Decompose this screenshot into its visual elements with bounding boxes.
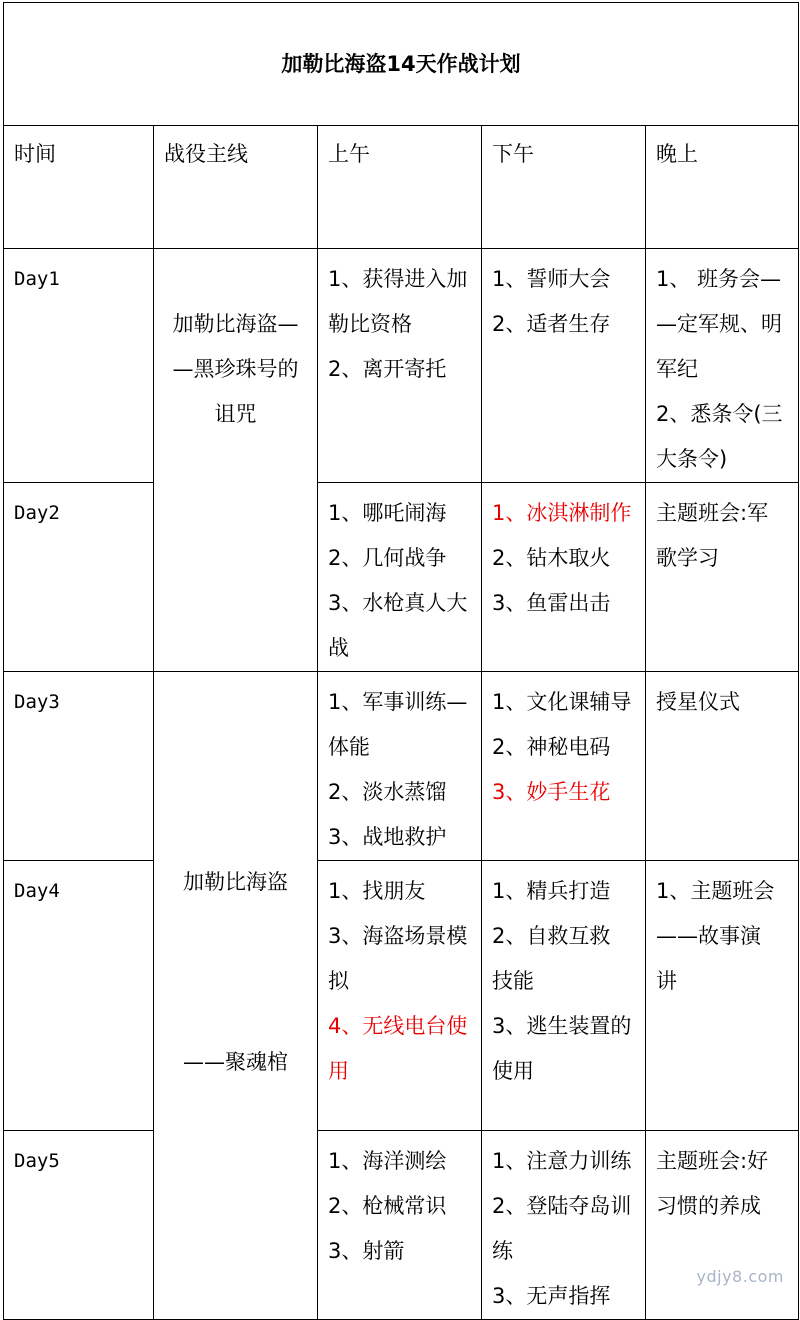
evening-cell (646, 249, 799, 483)
activity: 2、神秘电码 (492, 735, 611, 759)
activity: 3、鱼雷出击 (492, 591, 611, 615)
activity: 1、主题班会 (656, 879, 775, 903)
activity: 1、精兵打造 (492, 879, 611, 903)
table-row (4, 861, 799, 1131)
activity: 1、获得进入加 (328, 267, 468, 291)
table-row (4, 1131, 799, 1320)
day-cell: Day4 (4, 861, 154, 1131)
activity: 2、离开寄托 (328, 357, 447, 381)
campaign-cell-1 (154, 249, 318, 672)
morning-cell (318, 249, 482, 483)
highlighted-activity: 用 (328, 1059, 349, 1083)
activity: 3、射箭 (328, 1239, 405, 1263)
table-row (4, 672, 799, 861)
highlighted-activity: 4、无线电台使 (328, 1014, 468, 1038)
day-cell: Day1 (4, 249, 154, 483)
activity: 讲 (656, 969, 677, 993)
activity: 2、淡水蒸馏 (328, 780, 447, 804)
day-cell: Day2 (4, 483, 154, 672)
afternoon-cell (482, 1131, 646, 1320)
activity: 3、无声指挥 (492, 1284, 611, 1308)
day-cell: Day5 (4, 1131, 154, 1320)
activity: 2、自救互救 (492, 924, 611, 948)
activity: 1、海洋测绘 (328, 1149, 447, 1173)
evening-cell (646, 672, 799, 861)
morning-cell (318, 483, 482, 672)
afternoon-cell (482, 249, 646, 483)
header-row (4, 126, 799, 249)
morning-cell (318, 672, 482, 861)
header-morning: 上午 (318, 126, 482, 249)
header-time: 时间 (4, 126, 154, 249)
campaign-1-line: 加勒比海盗— (172, 312, 299, 336)
activity: 勒比资格 (328, 312, 412, 336)
evening-cell (646, 1131, 799, 1320)
activity: 体能 (328, 735, 370, 759)
activity: 1、军事训练— (328, 690, 468, 714)
highlighted-activity: 3、妙手生花 (492, 780, 611, 804)
activity: 1、找朋友 (328, 879, 426, 903)
activity: 2、适者生存 (492, 312, 611, 336)
activity: ——故事演 (656, 924, 761, 948)
activity: 习惯的养成 (656, 1194, 761, 1218)
activity: 3、逃生装置的 (492, 1014, 632, 1038)
day-cell: Day3 (4, 672, 154, 861)
activity: 练 (492, 1239, 513, 1263)
activity: 2、枪械常识 (328, 1194, 447, 1218)
activity: 3、战地救护 (328, 825, 447, 849)
morning-cell (318, 1131, 482, 1320)
activity: 1、注意力训练 (492, 1149, 632, 1173)
activity: 大条令) (656, 447, 728, 471)
campaign-cell-2 (154, 672, 318, 1320)
activity: 3、海盗场景模 (328, 924, 468, 948)
activity: 1、誓师大会 (492, 267, 611, 291)
campaign-2-title: 加勒比海盗 (183, 870, 288, 894)
activity: 2、钻木取火 (492, 546, 611, 570)
activity: 战 (328, 636, 349, 660)
afternoon-cell (482, 861, 646, 1131)
activity: 1、 班务会— (656, 267, 782, 291)
activity: 主题班会:军 (656, 501, 769, 525)
morning-cell (318, 861, 482, 1131)
activity: 授星仪式 (656, 690, 740, 714)
table-title: 加勒比海盗14天作战计划 (4, 3, 799, 126)
activity: 使用 (492, 1059, 534, 1083)
header-afternoon: 下午 (482, 126, 646, 249)
evening-cell (646, 861, 799, 1131)
activity: 1、哪吒闹海 (328, 501, 447, 525)
activity: 主题班会:好 (656, 1149, 769, 1173)
activity: 3、水枪真人大 (328, 591, 468, 615)
watermark: ydjy8.com (696, 1267, 784, 1286)
header-campaign: 战役主线 (154, 126, 318, 249)
activity: —定军规、明 (656, 312, 782, 336)
activity: 歌学习 (656, 546, 719, 570)
highlighted-activity: 1、冰淇淋制作 (492, 501, 632, 525)
table-row (4, 483, 799, 672)
activity: 2、登陆夺岛训 (492, 1194, 632, 1218)
campaign-1-line: —黑珍珠号的 (172, 357, 299, 381)
table-row (4, 249, 799, 483)
activity: 军纪 (656, 357, 698, 381)
afternoon-cell (482, 672, 646, 861)
campaign-2-subtitle: ——聚魂棺 (183, 1050, 288, 1074)
header-evening: 晚上 (646, 126, 799, 249)
activity: 2、悉条令(三 (656, 402, 783, 426)
activity: 1、文化课辅导 (492, 690, 632, 714)
afternoon-cell (482, 483, 646, 672)
activity: 技能 (492, 969, 534, 993)
activity: 拟 (328, 969, 349, 993)
plan-table (3, 2, 799, 1320)
evening-cell (646, 483, 799, 672)
activity: 2、几何战争 (328, 546, 447, 570)
campaign-1-line: 诅咒 (214, 402, 257, 426)
